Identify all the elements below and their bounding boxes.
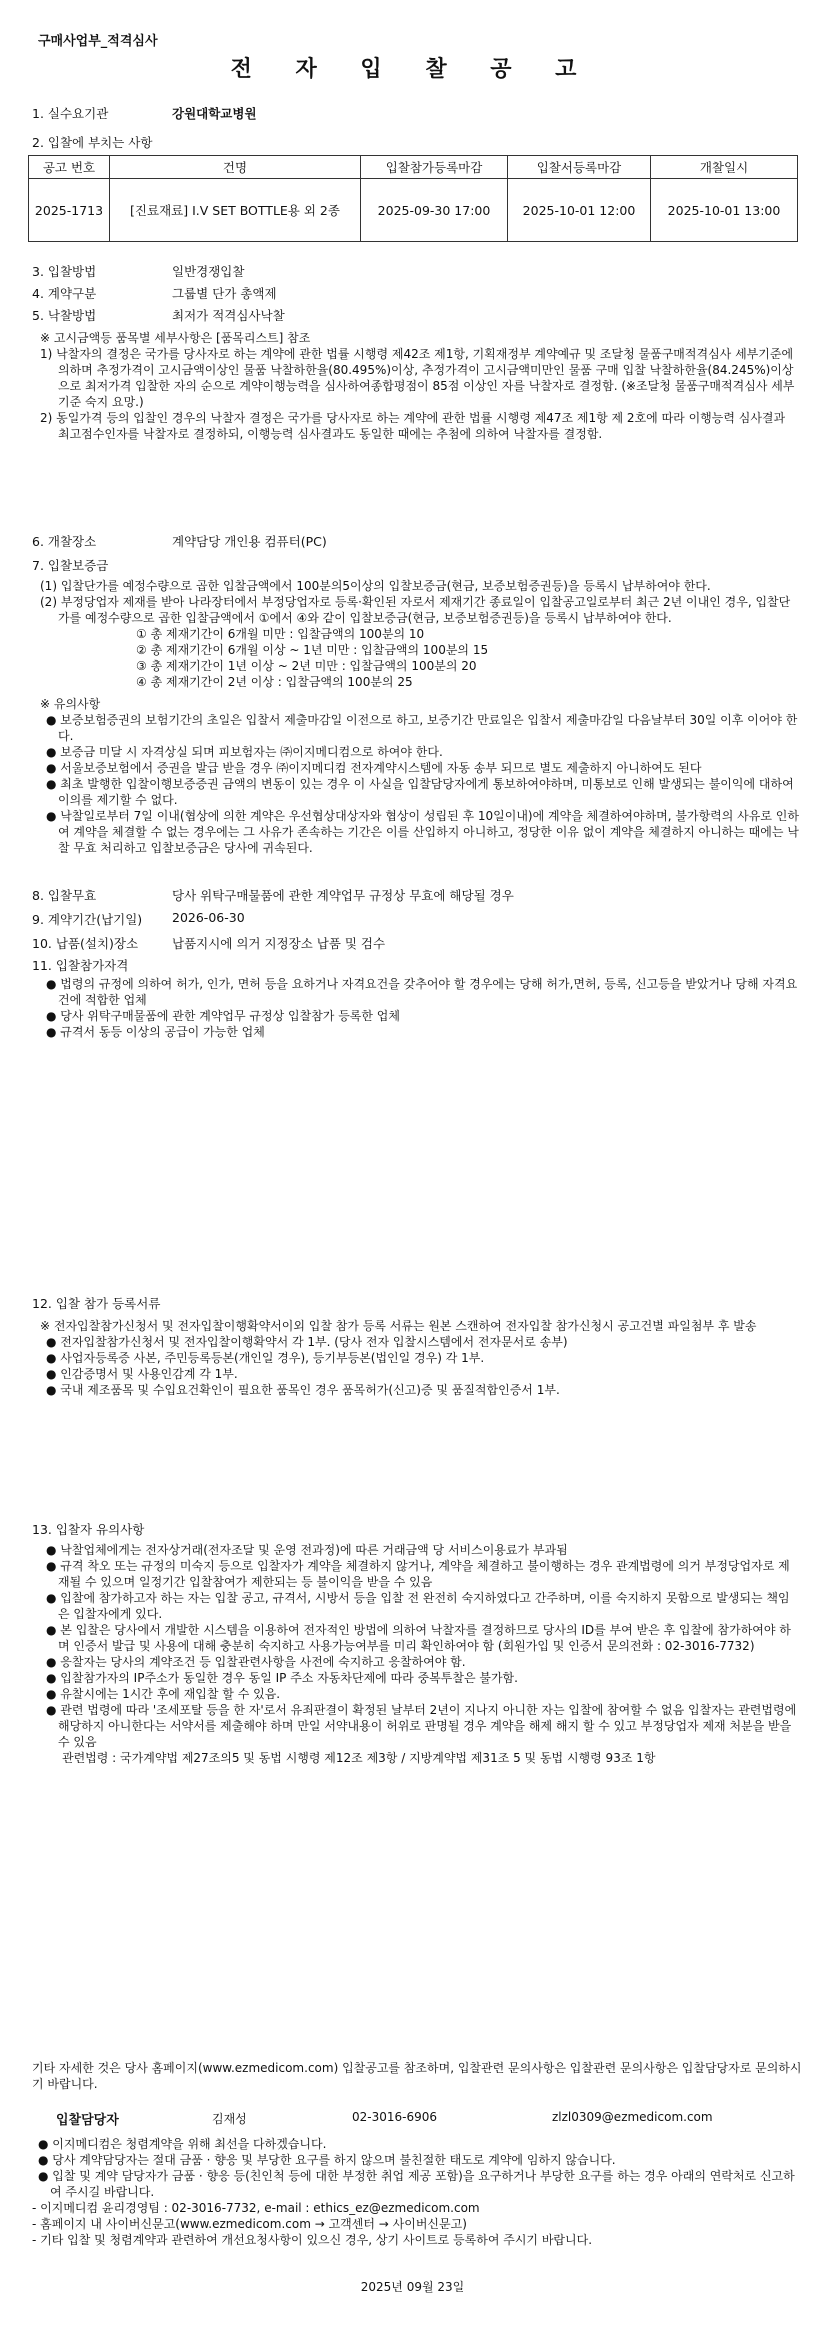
th-item-name: 건명 [110,156,361,179]
list-item: ● 사업자등록증 사본, 주민등록등본(개인일 경우), 등기부등본(법인일 경우) 각 1부. [40,1350,800,1366]
list-item: ● 이지메디컴은 청렴계약을 위해 최선을 다하겠습니다. [32,2136,802,2152]
s12-label: 12. 입찰 참가 등록서류 [32,1296,161,1311]
s7-note-title: ※ 유의사항 [40,697,101,711]
list-item: ● 법령의 규정에 의하여 허가, 인가, 면허 등을 요하거나 자격요건을 갖추어야 할 경우에는 당해 허가,면허, 등록, 신고등을 받았거나 당해 자격요건에 적합한 업체 [40,976,800,1008]
page-title: 전 자 입 찰 공 고 [230,57,595,82]
s7-body [40,578,800,856]
report-line: - 이지메디컴 윤리경영팀 : 02-3016-7732, e-mail : ethics_ez@ezmedicom.com [32,2201,480,2215]
report-line: - 홈페이지 내 사이버신문고(www.ezmedicom.com → 고객센터 → 사이버신문고) [32,2217,467,2231]
s7-sub-item: ② 총 제재기간이 6개월 이상 ~ 1년 미만 : 입찰금액의 100분의 15 [136,643,489,657]
s7-notes [40,712,800,856]
s7-sub-item: ① 총 제재기간이 6개월 미만 : 입찰금액의 100분의 10 [136,627,425,641]
contact-phone: 02-3016-6906 [352,2110,438,2124]
table-row [29,179,798,242]
td-item-name: [진료재료] I.V SET BOTTLE용 외 2종 [110,179,361,242]
s5-note: 2) 동일가격 등의 입찰인 경우의 낙찰자 결정은 국가를 당사자로 하는 계약에 관한 법률 시행령 제47조 제1항 제 2호에 따라 이행능력 심사결과 최고점수인자를 낙찰자로 결정하되, 이행능력 심사결과도 동일한 때에는 추첨에 의하여 낙찰자를 결정함. [40,411,786,441]
s11-body [40,976,800,1040]
th-opening-date: 개찰일시 [651,156,798,179]
th-bid-deadline: 입찰서등록마감 [508,156,651,179]
s9-value: 2026-06-30 [172,910,245,925]
list-item: ● 본 입찰은 당사에서 개발한 시스템을 이용하여 전자적인 방법에 의하여 낙찰자를 결정하므로 당사의 ID를 부여 받은 후 입찰에 참가하여야 하며 인증서 발급 및 사용에 대해 충분히 숙지하고 사용가능여부를 미리 확인하여야 함 (회원가입 및 인증서 문의전화 : 02-3016-7732) [40,1622,800,1654]
td-opening-date: 2025-10-01 13:00 [651,179,798,242]
th-reg-deadline: 입찰참가등록마감 [361,156,508,179]
s1-label: 1. 실수요기관 [32,106,109,121]
list-item: ● 최초 발행한 입찰이행보증증권 금액의 변동이 있는 경우 이 사실을 입찰담당자에게 통보하여야하며, 미통보로 인해 발생되는 불이익에 대하여 이의를 제기할 수 없다. [40,776,800,808]
list-item: ● 응찰자는 당사의 계약조건 등 입찰관련사항을 사전에 숙지하고 응찰하여야 함. [40,1654,800,1670]
list-item: ● 낙찰업체에게는 전자상거래(전자조달 및 운영 전과정)에 따른 거래금액 당 서비스이용료가 부과됨 [40,1542,800,1558]
s13-label: 13. 입찰자 유의사항 [32,1522,145,1537]
list-item: ● 낙찰일로부터 7일 이내(협상에 의한 계약은 우선협상대상자와 협상이 성립된 후 10일이내)에 계약을 체결하여야하며, 불가항력의 사유로 인하여 계약을 체결할 수 없는 경우에는 그 사유가 존속하는 기간은 이를 산입하지 아니하고, 정당한 이유 없이 계약을 체결하지 아니하는 때에는 낙찰 무효 처리하고 입찰보증금은 당사에 귀속된다. [40,808,800,856]
s5-notes [40,330,800,442]
list-item: ● 보증금 미달 시 자격상실 되며 피보험자는 ㈜이지메디컴으로 하여야 한다. [40,744,800,760]
s7-item: (2) 부정당업자 제재를 받아 나라장터에서 부정당업자로 등록·확인된 자로서 제재기간 종료일이 입찰공고일로부터 최근 2년 이내인 경우, 입찰단가를 예정수량으로 곱한 입찰금액에서 ①에서 ④와 같이 입찰보증금(현금, 보증보험증권등)을 등록시 납부하여야 한다. [40,595,791,625]
s12-body [40,1318,800,1398]
list-item: ● 규격서 동등 이상의 공급이 가능한 업체 [40,1024,800,1040]
list-item: ● 입찰에 참가하고자 하는 자는 입찰 공고, 규격서, 시방서 등을 입찰 전 완전히 숙지하였다고 간주하며, 이를 숙지하지 못함으로 발생되는 책임은 입찰자에게 있다. [40,1590,800,1622]
bid-table [28,155,798,242]
footer-info: 기타 자세한 것은 당사 홈페이지(www.ezmedicom.com) 입찰공고를 참조하며, 입찰관련 문의사항은 입찰관련 문의사항은 입찰담당자로 문의하시기 바랍니다. [32,2061,802,2091]
list-item: ● 서울보증보험에서 증권을 발급 받을 경우 ㈜이지메디컴 전자계약시스템에 자동 송부 되므로 별도 제출하지 아니하여도 된다 [40,760,800,776]
footer-notices [32,2136,802,2248]
list-item: ● 당사 계약담당자는 절대 금품 · 향응 및 부당한 요구를 하지 않으며 불친절한 태도로 계약에 임하지 않습니다. [32,2152,802,2168]
s5-note: 1) 낙찰자의 결정은 국가를 당사자로 하는 계약에 관한 법률 시행령 제42조 제1항, 기획재정부 계약예규 및 조달청 물품구매적격심사 세부기준에 의하며 추정가격이 고시금액이상인 물품 낙찰하한율(80.495%)이상, 추정가격이 고시금액미만인 물품 구매 입찰 낙찰하한율(84.245%)이상으로 최저가격 입찰한 자의 순으로 계약이행능력을 심사하여종합평점이 85점 이상인 자를 낙찰자로 결정함. (※조달청 물품구매적격심사 세부기준 숙지 요망.) [40,347,795,409]
list-item: ● 당사 위탁구매물품에 관한 계약업무 규정상 입찰참가 등록한 업체 [40,1008,800,1024]
list-item: ● 보증보험증권의 보험기간의 초일은 입찰서 제출마감일 이전으로 하고, 보증기간 만료일은 입찰서 제출마감일 다음날부터 30일 이후 이어야 한다. [40,712,800,744]
s5-label: 5. 낙찰방법 [32,308,97,323]
th-notice-no: 공고 번호 [29,156,110,179]
s4-value: 그룹별 단가 총액제 [172,286,277,301]
s13-law: 관련법령 : 국가계약법 제27조의5 및 동법 시행령 제12조 제3항 / 지방계약법 제31조 5 및 동법 시행령 93조 1항 [62,1751,656,1765]
s3-value: 일반경쟁입찰 [172,264,245,279]
list-item: ● 입찰 및 계약 담당자가 금품 · 향응 등(친인척 등에 대한 부정한 취업 제공 포함)을 요구하거나 부당한 요구를 하는 경우 아래의 연락처로 신고하여 주시길 바랍니다. [32,2168,802,2200]
s7-label: 7. 입찰보증금 [32,558,109,573]
notice-date: 2025년 09월 23일 [360,2280,465,2294]
s7-sub-item: ④ 총 제재기간이 2년 이상 : 입찰금액의 100분의 25 [136,675,413,689]
contact-name: 김재성 [212,2112,247,2126]
s12-note: ※ 전자입찰참가신청서 및 전자입찰이행확약서이외 입찰 참가 등록 서류는 원본 스캔하여 전자입찰 참가신청시 공고건별 파일첨부 후 발송 [40,1319,757,1333]
contact-email: zlzl0309@ezmedicom.com [552,2110,713,2124]
list-item: ● 인감증명서 및 사용인감계 각 1부. [40,1366,800,1382]
s1-value: 강원대학교병원 [172,106,257,121]
list-item: ● 국내 제조품목 및 수입요건확인이 필요한 품목인 경우 품목허가(신고)증 및 품질적합인증서 1부. [40,1382,800,1398]
s10-label: 10. 납품(설치)장소 [32,936,139,951]
s6-value: 계약담당 개인용 컴퓨터(PC) [172,534,327,549]
list-item: ● 규격 착오 또는 규정의 미숙지 등으로 입찰자가 계약을 체결하지 않거나, 계약을 체결하고 불이행하는 경우 관계법령에 의거 부정당업자로 제재될 수 있으며 일정기간 입찰참여가 제한되는 등 불이익을 받을 수 있음 [40,1558,800,1590]
s6-label: 6. 개찰장소 [32,534,97,549]
td-notice-no: 2025-1713 [29,179,110,242]
s8-value: 당사 위탁구매물품에 관한 계약업무 규정상 무효에 해당될 경우 [172,888,514,903]
s8-label: 8. 입찰무효 [32,888,97,903]
s7-sub-item: ③ 총 제재기간이 1년 이상 ~ 2년 미만 : 입찰금액의 100분의 20 [136,659,477,673]
s5-value: 최저가 적격심사낙찰 [172,308,285,323]
s9-label: 9. 계약기간(납기일) [32,912,143,927]
td-reg-deadline: 2025-09-30 17:00 [361,179,508,242]
s7-item: (1) 입찰단가를 예정수량으로 곱한 입찰금액에서 100분의5이상의 입찰보증금(현금, 보증보험증권등)을 등록시 납부하여야 한다. [40,579,711,593]
td-bid-deadline: 2025-10-01 12:00 [508,179,651,242]
s11-label: 11. 입찰참가자격 [32,958,129,973]
s2-label: 2. 입찰에 부치는 사항 [32,135,153,150]
list-item: ● 전자입찰참가신청서 및 전자입찰이행확약서 각 1부. (당사 전자 입찰시스템에서 전자문서로 송부) [40,1334,800,1350]
s3-label: 3. 입찰방법 [32,264,97,279]
s13-body [40,1542,800,1766]
s4-label: 4. 계약구분 [32,286,97,301]
list-item: ● 유찰시에는 1시간 후에 재입찰 할 수 있음. [40,1686,800,1702]
s10-value: 납품지시에 의거 지정장소 납품 및 검수 [172,936,386,951]
list-item: ● 입찰참가자의 IP주소가 동일한 경우 동일 IP 주소 자동차단제에 따라 중복투찰은 불가함. [40,1670,800,1686]
contact-label: 입찰담당자 [56,2113,119,2128]
s5-note: ※ 고시금액등 품목별 세부사항은 [품목리스트] 참조 [40,331,311,345]
department-label: 구매사업부_적격심사 [38,34,158,49]
list-item: ● 관련 법령에 따라 '조세포탈 등을 한 자'로서 유죄판결이 확정된 날부터 2년이 지나지 아니한 자는 입찰에 참여할 수 없음 입찰자는 관련법령에 해당하지 아니한다는 서약서를 제출해야 하며 만일 서약내용이 허위로 판명될 경우 계약을 해제 해지 할 수 있고 부정당업자 제재 처분을 받을 수 있음 [40,1702,800,1750]
report-line: - 기타 입찰 및 청렴계약과 관련하여 개선요청사항이 있으신 경우, 상기 사이트로 등록하여 주시기 바랍니다. [32,2233,593,2247]
